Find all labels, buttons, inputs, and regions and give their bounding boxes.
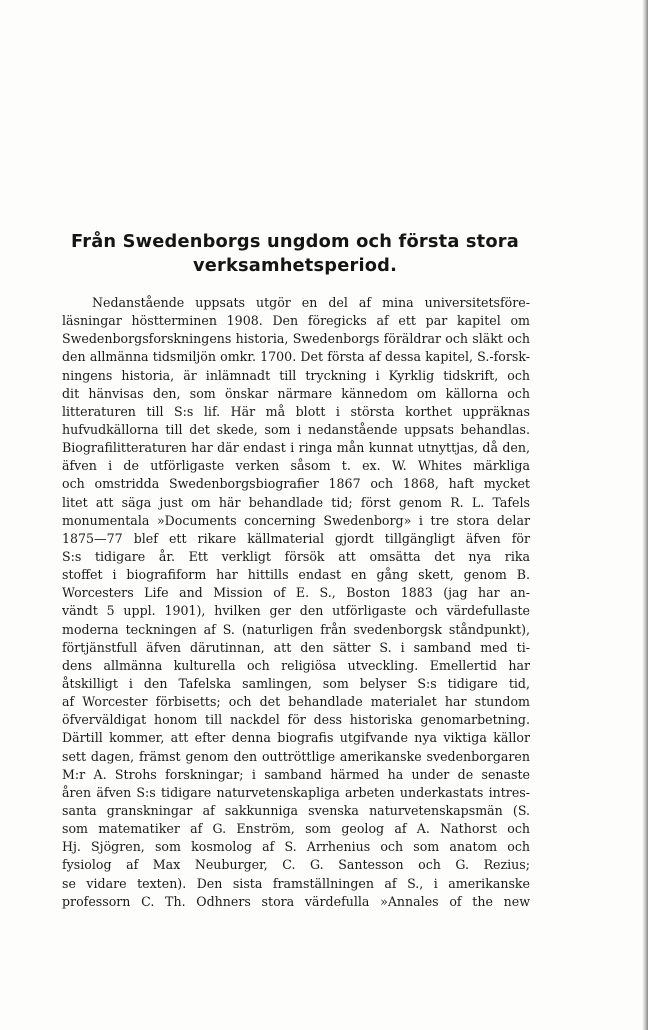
text-line: Worcesters Life and Mission of E. S., Boston 1883 (jag har an- bbox=[62, 585, 530, 601]
text-line: och omstridda Swedenborgsbiografier 1867 och 1868, haft mycket bbox=[62, 476, 530, 492]
text-line: Därtill kommer, att efter denna biografis utgifvande nya viktiga källor bbox=[62, 730, 530, 746]
title-line-2: verksamhetsperiod. bbox=[192, 255, 398, 276]
text-line: stoffet i biografiform har hittills endast en gång skett, genom B. bbox=[62, 567, 530, 583]
text-line: läsningar höstterminen 1908. Den föregicks af ett par kapitel om bbox=[62, 313, 530, 329]
text-line: hufvudkällorna till det skede, som i nedanstående uppsats behandlas. bbox=[62, 421, 530, 437]
text-line: moderna teckningen af S. (naturligen från svedenborgsk ståndpunkt), bbox=[62, 621, 530, 637]
text-line: förtjänstfull äfven därutinnan, att den sätter S. i samband med ti- bbox=[62, 639, 530, 655]
text-line: som matematiker af G. Enström, som geolog af A. Nathorst och bbox=[62, 821, 530, 837]
text-line: S:s tidigare år. Ett verkligt försök att omsätta det nya rika bbox=[62, 548, 530, 564]
text-line: öfverväldigat honom till nackdel för dess historiska genomarbetning. bbox=[62, 712, 530, 728]
text-line: professorn C. Th. Odhners stora värdefulla »Annales of the new bbox=[62, 893, 530, 909]
text-line: af Worcester förbisetts; och det behandlade materialet har stundom bbox=[62, 694, 530, 710]
text-line: litteraturen till S:s lif. Här må blott i största korthet uppräknas bbox=[62, 403, 530, 419]
title-line-1: Från Swedenborgs ungdom och första stora bbox=[71, 231, 519, 252]
body-paragraph bbox=[62, 294, 530, 911]
text-line: Nedanstående uppsats utgör en del af mina universitetsföre- bbox=[92, 295, 530, 310]
text-line: litet att säga just om här behandlade tid; först genom R. L. Tafels bbox=[62, 494, 530, 510]
text-line: åren äfven S:s tidigare naturvetenskapliga arbeten underkastats intres- bbox=[62, 784, 530, 800]
page-edge-shadow bbox=[642, 0, 648, 1030]
text-line: vändt 5 uppl. 1901), hvilken ger den utförligaste och värdefullaste bbox=[62, 603, 530, 619]
text-line: se vidare texten). Den sista framställningen af S., i amerikanske bbox=[62, 875, 530, 891]
article-title bbox=[62, 230, 528, 278]
text-line: fysiolog af Max Neuburger, C. G. Santesson och G. Rezius; bbox=[62, 857, 530, 873]
text-line: monumentala »Documents concerning Swedenborg» i tre stora delar bbox=[62, 512, 530, 528]
text-line: Biografilitteraturen har där endast i ringa mån kunnat utnyttjas, då den, bbox=[62, 440, 530, 456]
text-line: santa granskningar af sakkunniga svenska naturvetenskapsmän (S. bbox=[62, 802, 530, 818]
text-line: den allmänna tidsmiljön omkr. 1700. Det första af dessa kapitel, S.-forsk- bbox=[62, 349, 530, 365]
text-line: sett dagen, främst genom den outtröttlige amerikanske svedenborgaren bbox=[62, 748, 530, 764]
text-line: M:r A. Strohs forskningar; i samband härmed ha under de senaste bbox=[62, 766, 530, 782]
text-line: 1875—77 blef ett rikare källmaterial gjordt tillgängligt äfven för bbox=[62, 530, 530, 546]
text-line: åtskilligt i den Tafelska samlingen, som belyser S:s tidigare tid, bbox=[62, 675, 530, 691]
text-line: Swedenborgsforskningens historia, Swedenborgs föräldrar och släkt och bbox=[62, 331, 530, 347]
text-line: ningens historia, är inlämnadt till tryckning i Kyrklig tidskrift, och bbox=[62, 367, 530, 383]
text-line: Hj. Sjögren, som kosmolog af S. Arrhenius och som anatom och bbox=[62, 839, 530, 855]
text-line: äfven i de utförligaste verken såsom t. ex. W. Whites märkliga bbox=[62, 458, 530, 474]
text-line: dit hänvisas den, som önskar närmare kännedom om källorna och bbox=[62, 385, 530, 401]
text-line: dens allmänna kulturella och religiösa utveckling. Emellertid har bbox=[62, 657, 530, 673]
